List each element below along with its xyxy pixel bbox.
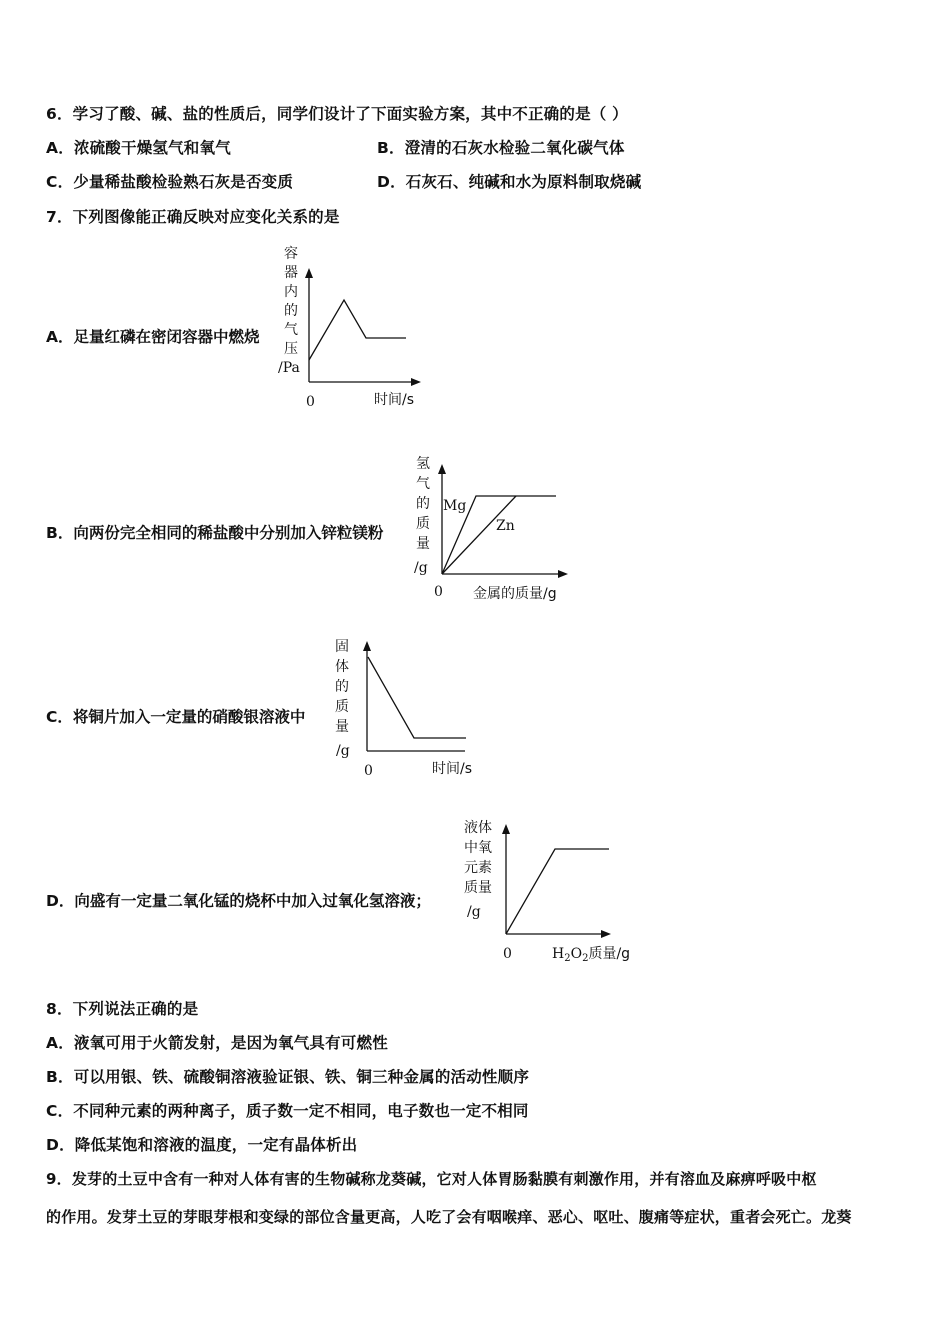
q7c-ylabel (335, 639, 350, 759)
q7b-label-zn: Zn (496, 518, 515, 534)
q7b-origin: 0 (434, 584, 443, 600)
q7-option-d-label: D．向盛有一定量二氧化锰的烧杯中加入过氧化氢溶液； (46, 892, 431, 910)
q7c-ylabel-char: 量 (335, 719, 349, 735)
q9-line-2: 的作用。发芽土豆的芽眼芽根和变绿的部位含量更高，人吃了会有咽喉痒、恶心、呕吐、腹痛等症状，重者会死亡。龙葵 (46, 1208, 852, 1226)
q7d-ylabel (464, 819, 492, 920)
q8-stem: 8．下列说法正确的是 (46, 1000, 199, 1018)
q7c-ylabel-char: 的 (335, 679, 349, 695)
q6-option-b: B．澄清的石灰水检验二氧化碳气体 (377, 139, 625, 157)
q8-option-d: D．降低某饱和溶液的温度，一定有晶体析出 (46, 1136, 358, 1154)
q9-line-1: 9．发芽的土豆中含有一种对人体有害的生物碱称龙葵碱，它对人体胃肠黏膜有刺激作用，并有溶血及麻痹呼吸中枢 (46, 1170, 817, 1188)
q7d-xlabel: $H_2O_2$质量/g (552, 946, 631, 964)
q7b-ylabel-char: 气 (416, 476, 430, 492)
q6-option-c: C．少量稀盐酸检验熟石灰是否变质 (46, 173, 294, 191)
q7-graph-b (410, 448, 580, 608)
q7a-xlabel: 时间/s (374, 392, 415, 408)
q7c-origin: 0 (364, 763, 373, 779)
q7d-curve (506, 849, 609, 934)
q7a-yunit: /Pa (278, 360, 300, 376)
q7-graph-d (463, 812, 643, 972)
q7b-x-arrow (558, 570, 568, 578)
q7d-origin: 0 (503, 946, 512, 962)
q7c-y-arrow (363, 641, 371, 651)
q7c-yunit: /g (336, 743, 350, 759)
q7b-ylabel-char: 量 (416, 536, 430, 552)
q6-option-d: D．石灰石、纯碱和水为原料制取烧碱 (377, 173, 642, 191)
q7d-ylabel-line: 质量 (464, 880, 492, 896)
q7d-yunit: /g (467, 904, 481, 920)
q7d-x-arrow (601, 930, 611, 938)
q7c-ylabel-char: 固 (335, 639, 349, 655)
q7a-ylabel-char: 气 (284, 322, 298, 338)
q7b-ylabel-char: 质 (416, 516, 430, 532)
q7-stem: 7．下列图像能正确反映对应变化关系的是 (46, 208, 340, 226)
q7-graph-a (276, 242, 436, 414)
q7b-yunit: /g (414, 560, 428, 576)
q7d-ylabel-line: 元素 (464, 860, 492, 876)
q7d-ylabel-line: 中氧 (464, 840, 492, 856)
q7b-y-arrow (438, 464, 446, 474)
q7c-xlabel: 时间/s (432, 761, 473, 777)
q7a-ylabel-char: 压 (284, 341, 298, 357)
q7a-ylabel-char: 器 (284, 265, 298, 281)
q7b-ylabel-char: 氢 (416, 456, 430, 472)
q7a-x-arrow (411, 378, 421, 386)
q7a-ylabel (278, 246, 300, 376)
q7c-ylabel-char: 质 (335, 699, 349, 715)
q7-option-c-label: C．将铜片加入一定量的硝酸银溶液中 (46, 708, 306, 726)
q7-option-b-label: B．向两份完全相同的稀盐酸中分别加入锌粒镁粉 (46, 524, 384, 542)
q7d-ylabel-line: 液体 (464, 820, 492, 836)
q7b-ylabel (414, 456, 430, 576)
q7-graph-c (332, 633, 492, 783)
q7c-ylabel-char: 体 (335, 659, 349, 675)
q7a-ylabel-char: 的 (284, 303, 298, 319)
q7b-ylabel-char: 的 (416, 496, 430, 512)
q7a-y-arrow (305, 268, 313, 278)
q7a-curve (309, 300, 406, 360)
q8-option-a: A．液氧可用于火箭发射，是因为氧气具有可燃性 (46, 1034, 388, 1052)
q8-option-c: C．不同种元素的两种离子，质子数一定不相同，电子数也一定不相同 (46, 1102, 529, 1120)
q7c-curve (368, 657, 466, 738)
q6-option-a: A．浓硫酸干燥氢气和氧气 (46, 139, 231, 157)
q7d-y-arrow (502, 824, 510, 834)
q7-option-a-label: A．足量红磷在密闭容器中燃烧 (46, 328, 260, 346)
q7a-ylabel-char: 容 (284, 246, 298, 262)
q7a-ylabel-char: 内 (284, 284, 298, 300)
q7a-origin: 0 (306, 394, 315, 410)
q7b-label-mg: Mg (443, 498, 467, 514)
q7b-xlabel: 金属的质量/g (473, 586, 557, 602)
q8-option-b: B．可以用银、铁、硫酸铜溶液验证银、铁、铜三种金属的活动性顺序 (46, 1068, 530, 1086)
q6-stem: 6．学习了酸、碱、盐的性质后，同学们设计了下面实验方案，其中不正确的是（ ） (46, 105, 628, 123)
